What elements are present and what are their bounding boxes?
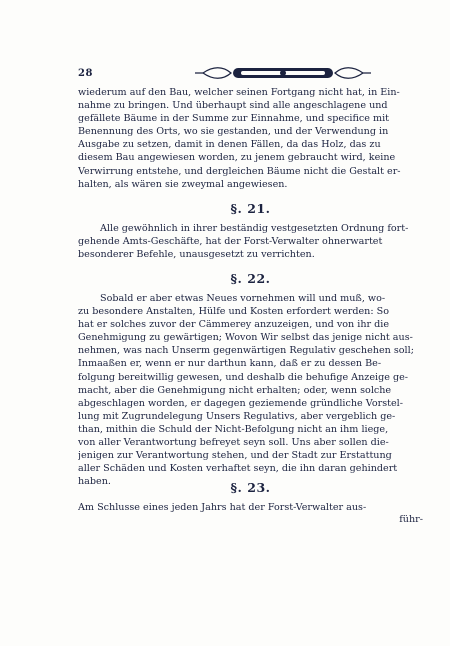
text-line: Am Schlusse eines jeden Jahrs hat der Forst-Verwalter aus- [78,502,367,513]
paragraph-continuation [78,86,423,191]
text-line: besonderer Befehle, unausgesetzt zu verrichten. [78,249,315,261]
text-line: gefällete Bäume in der Summe zur Einnahme, und specifice mit [78,113,390,125]
catchword: führ- [399,514,423,525]
text-line: Sobald er aber etwas Neues vornehmen will und muß, wo- [100,293,386,304]
text-line: Inmaaßen er, wenn er nur darthun kann, daß er zu dessen Be- [78,358,382,370]
page-number: 28 [78,68,93,79]
text-line: halten, als wären sie zweymal angewiesen. [78,178,288,190]
ornament-icon [193,64,373,82]
text-line: zu besondere Anstalten, Hülfe und Kosten erfordert werden: So [78,306,389,318]
text-line: macht, aber die Genehmigung nicht erhalten; oder, wenn solche [78,384,392,396]
text-line: Verwirrung entstehe, und dergleichen Bäume nicht die Gestalt er- [78,165,401,177]
text-line: von aller Verantwortung befreyet seyn soll. Uns aber sollen die- [78,437,389,449]
text-line: aller Schäden und Kosten verhaftet seyn, die ihn daran gehindert [78,463,398,475]
section-21-heading: §. 21. [230,201,271,216]
text-line: abgeschlagen worden, er dagegen geziemende gründliche Vorstel- [78,397,403,409]
text-line: gehende Amts-Geschäfte, hat der Forst-Verwalter ohnerwartet [78,236,383,248]
text-line: Ausgabe zu setzen, damit in denen Fällen, da das Holz, das zu [78,139,381,151]
text-line: nahme zu bringen. Und überhaupt sind alle angeschlagene und [78,100,388,112]
text-line: folgung bereitwillig gewesen, und deshalb die behufige Anzeige ge- [78,371,409,383]
section-22-heading: §. 22. [230,271,271,286]
text-line: Genehmigung zu gewärtigen; Wovon Wir selbst das jenige nicht aus- [78,332,413,344]
section-23-heading: §. 23. [230,480,271,495]
page-header [78,64,423,84]
text-line: haben. [78,476,111,488]
text-line: jenigen zur Verantwortung stehen, und der Stadt zur Erstattung [78,450,392,462]
section-22-text [78,292,423,488]
text-line: lung mit Zugrundelegung Unsers Regulativs, aber vergeblich ge- [78,410,396,422]
text-line: nehmen, was nach Unserm gegenwärtigen Regulativ geschehen soll; [78,345,414,357]
text-line: hat er solches zuvor der Cämmerey anzuzeigen, und von ihr die [78,319,390,331]
text-line: Benennung des Orts, wo sie gestanden, und der Verwendung in [78,126,389,138]
text-line: wiederum auf den Bau, welcher seinen Fortgang nicht hat, in Ein- [78,87,400,98]
text-line: diesem Bau angewiesen worden, zu jenem gebraucht wird, keine [78,152,396,164]
section-23-text [78,501,423,514]
text-line: Alle gewöhnlich in ihrer beständig vestgesetzten Ordnung fort- [100,223,409,234]
section-21-text [78,222,423,261]
text-line: than, mithin die Schuld der Nicht-Befolgung nicht an ihm liege, [78,423,389,435]
